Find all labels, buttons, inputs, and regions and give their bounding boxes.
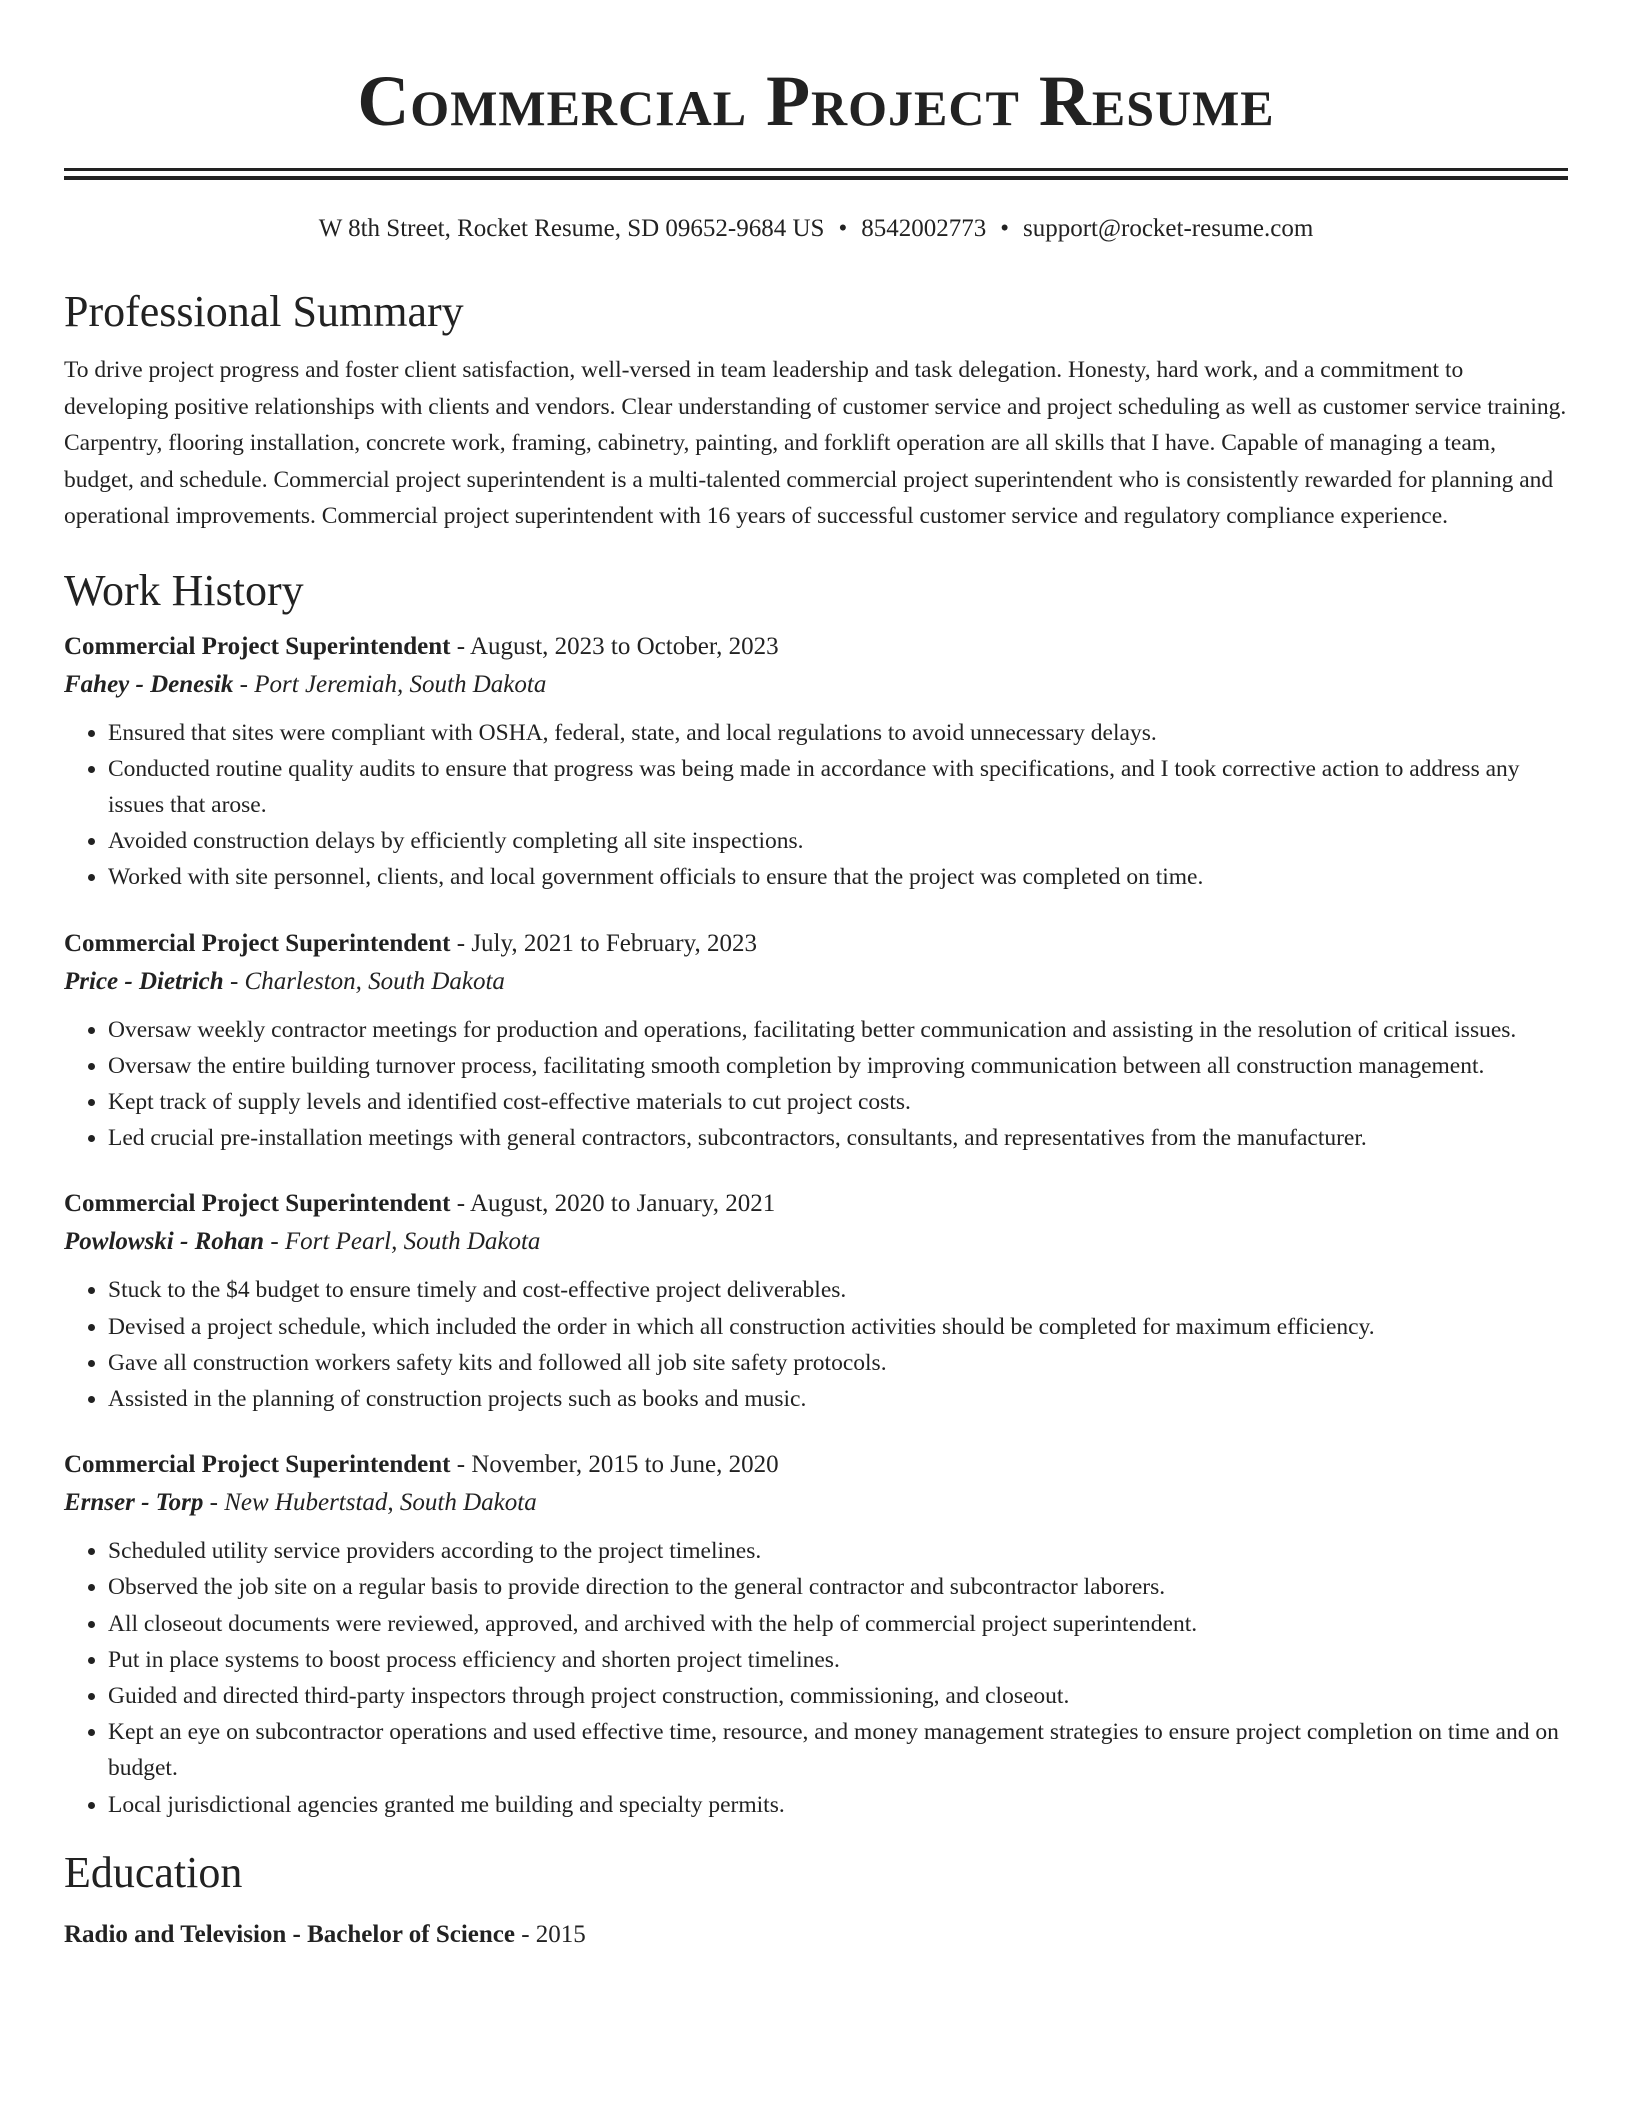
job-header [64,629,1568,665]
job-dates: - November, 2015 to June, 2020 [450,1451,779,1479]
job-role: Commercial Project Superintendent [64,1190,451,1218]
contact-line [64,212,1568,246]
job-entry [64,629,1568,896]
job-company: Fahey - Denesik [64,670,234,698]
job-location: - Port Jeremiah, South Dakota [233,670,547,698]
contact-email: support@rocket-resume.com [1022,215,1314,242]
job-bullet: • Oversaw the entire building turnover process, facilitating smooth completion by improving communication between all construction management. [108,1048,1568,1084]
job-company: Powlowski - Rohan [64,1228,265,1256]
education-list [64,1917,1568,1953]
job-bullet: • Assisted in the planning of construction projects such as books and music. [108,1381,1568,1417]
job-dates: - August, 2020 to January, 2021 [450,1190,776,1218]
job-bullet: • Observed the job site on a regular basis to provide direction to the general contractor and subcontractor laborers. [108,1569,1568,1605]
job-entry [64,1447,1568,1823]
job-bullet: • Led crucial pre-installation meetings with general contractors, subcontractors, consultants, and representatives from the manufacturer. [108,1120,1568,1156]
job-header [64,1447,1568,1483]
job-bullet: • Stuck to the $4 budget to ensure timely and cost-effective project deliverables. [108,1272,1568,1308]
job-entry [64,1186,1568,1417]
job-bullet: • Put in place systems to boost process efficiency and shorten project timelines. [108,1642,1568,1678]
summary-heading: Professional Summary [64,287,464,336]
job-bullet-list [64,1533,1568,1823]
job-role: Commercial Project Superintendent [64,1451,451,1479]
job-bullet: • All closeout documents were reviewed, approved, and archived with the help of commercial project superintendent. [108,1606,1568,1642]
job-location: - New Hubertstad, South Dakota [203,1489,537,1517]
job-location: - Fort Pearl, South Dakota [264,1228,541,1256]
job-bullet-list [64,715,1568,896]
job-employer [64,1222,1568,1262]
job-bullet: • Gave all construction workers safety kits and followed all job site safety protocols. [108,1345,1568,1381]
job-bullet: • Ensured that sites were compliant with OSHA, federal, state, and local regulations to avoid unnecessary delays. [108,715,1568,751]
job-employer [64,1483,1568,1523]
job-bullet: • Conducted routine quality audits to ensure that progress was being made in accordance with specifications, and I took corrective action to address any issues that arose. [108,751,1568,823]
education-heading: Education [64,1847,243,1897]
job-bullet: • Kept an eye on subcontractor operations and used effective time, resource, and money management strategies to ensure project completion on time and on budget. [108,1714,1568,1786]
job-bullet: • Oversaw weekly contractor meetings for production and operations, facilitating better communication and assisting in the resolution of critical issues. [108,1012,1568,1048]
job-header [64,926,1568,962]
job-entry [64,926,1568,1157]
job-bullet: • Avoided construction delays by efficiently completing all site inspections. [108,823,1568,859]
work-history-list [64,629,1568,1823]
job-role: Commercial Project Superintendent [64,632,451,660]
job-bullet-list [64,1272,1568,1417]
contact-address: W 8th Street, Rocket Resume, SD 09652-9684 US [318,215,825,242]
job-dates: - July, 2021 to February, 2023 [450,929,757,957]
job-bullet: • Scheduled utility service providers according to the project timelines. [108,1533,1568,1569]
work-history-heading: Work History [64,565,304,615]
education-degree: Radio and Television - Bachelor of Science [64,1920,515,1948]
contact-phone: 8542002773 [861,215,987,242]
education-entry [64,1917,1568,1953]
resume-title: Commercial Project Resume [357,61,1275,141]
job-dates: - August, 2023 to October, 2023 [450,632,779,660]
job-bullet: • Local jurisdictional agencies granted me building and specialty permits. [108,1787,1568,1823]
job-location: - Charleston, South Dakota [223,967,505,995]
job-header [64,1186,1568,1222]
job-bullet-list [64,1012,1568,1157]
job-bullet: • Kept track of supply levels and identified cost-effective materials to cut project costs. [108,1084,1568,1120]
title-divider [64,168,1568,180]
job-bullet: • Worked with site personnel, clients, and local government officials to ensure that the project was completed on time. [108,859,1568,895]
job-company: Price - Dietrich [64,967,224,995]
job-role: Commercial Project Superintendent [64,929,451,957]
education-year: - 2015 [514,1920,586,1948]
summary-text: To drive project progress and foster client satisfaction, well-versed in team leadership and task delegation. Honesty, hard work, and a commitment to developing positive relationships with clients and vendors. Clear understanding of customer service and project scheduling as well as customer service training. Carpentry, flooring installation, concrete work, framing, cabinetry, painting, and forklift operation are all skills that I have. Capable of managing a team, budget, and schedule. Commercial project superintendent is a multi-talented commercial project superintendent who is consistently rewarded for planning and operational improvements. Commercial project superintendent with 16 years of successful customer service and regulatory compliance experience. [64,357,1567,529]
contact-separator: • [1000,215,1009,242]
job-bullet: • Devised a project schedule, which included the order in which all construction activities should be completed for maximum efficiency. [108,1309,1568,1345]
job-employer [64,962,1568,1002]
contact-separator: • [838,215,848,242]
job-bullet: • Guided and directed third-party inspectors through project construction, commissioning, and closeout. [108,1678,1568,1714]
job-company: Ernser - Torp [64,1489,204,1517]
job-employer [64,665,1568,705]
